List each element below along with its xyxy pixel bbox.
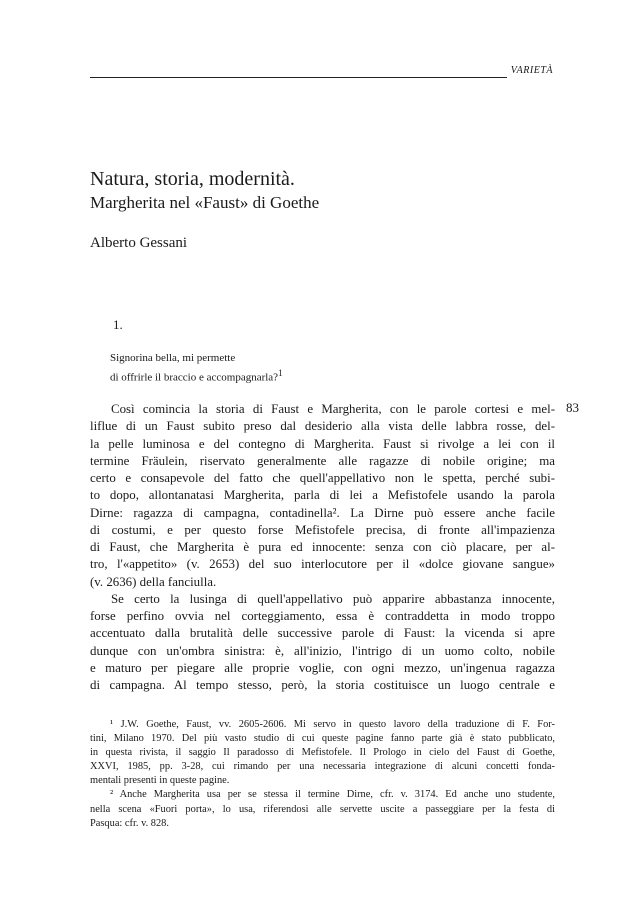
footnote-line: tini, Milano 1970. Del più vasto studio di cui queste pagine fanno parte già è stato pubblicato, <box>90 733 555 745</box>
header-rule <box>90 77 507 78</box>
body-line: tro, l'«appetito» (v. 2653) del suo interlocutore per il «dolce giovane sangue» <box>90 557 555 572</box>
footnote-line: XXVI, 1985, pp. 3-28, cui rimando per una necessaria integrazione di alcuni concetti fonda- <box>90 761 555 773</box>
footnote-line: ² Anche Margherita usa per se stessa il termine Dirne, cfr. v. 3174. Ed anche uno studente, <box>110 789 555 801</box>
body-line: di costumi, e per questo forse Mefistofele precisa, di fronte all'impazienza <box>90 522 555 537</box>
epigraph-line: di offrirle il braccio e accompagnarla?$^1$ <box>110 368 283 384</box>
footnote-ref: 1 <box>278 368 283 378</box>
footnote-line: in questa rivista, il saggio Il paradosso di Mefistofele. Il Prologo in cielo del Faust di Goethe, <box>90 747 555 759</box>
body-line: certo e consapevole del fatto che quell'appellativo non le spetta, perché subi- <box>90 471 555 485</box>
body-line: forse perfino ovvia nel corteggiamento, essa è contraddetta in modo troppo <box>90 609 555 623</box>
body-line: Dirne: ragazza di campagna, contadinella². La Dirne può essere anche facile <box>90 505 555 520</box>
body-line: e maturo per piegare alle proprie voglie, con ogni mezzo, un'ingenua ragazza <box>90 660 555 675</box>
body-line: liflue di un Faust subito preso dal desiderio alla vista delle labbra rosse, del- <box>90 419 555 434</box>
page-number: 83 <box>566 400 579 415</box>
epigraph <box>110 351 410 386</box>
article-author: Alberto Gessani <box>90 235 188 251</box>
section-number: 1. <box>113 317 123 332</box>
footnote-line: ¹ J.W. Goethe, Faust, vv. 2605-2606. Mi servo in questo lavoro della traduzione di F. For- <box>110 719 555 730</box>
footnote-line: mentali presenti in queste pagine. <box>90 775 230 787</box>
body-line: la pelle luminosa e del contegno di Margherita. Faust si rivolge a lei con il <box>90 436 555 451</box>
body-line: di Faust, che Margherita è pura ed innocente: senza con ciò placare, per al- <box>90 540 555 554</box>
article-title: Natura, storia, modernità. <box>90 168 295 190</box>
article-subtitle: Margherita nel «Faust» di Goethe <box>90 193 320 212</box>
body-line: di campagna. Al tempo stesso, però, la storia costituisce un luogo centrale e <box>90 678 555 692</box>
epigraph-line: Signorina bella, mi permette <box>110 352 236 364</box>
body-line: (v. 2636) della fanciulla. <box>90 574 217 589</box>
section-header-tag: VARIETÀ <box>510 65 553 76</box>
body-line: accentuato dalla brutalità delle successive parole di Faust: la vicenda si apre <box>90 626 555 641</box>
body-line: Così comincia la storia di Faust e Margherita, con le parole cortesi e mel- <box>111 402 555 416</box>
footnotes <box>90 718 555 831</box>
footnote-line: nella scena «Fuori porta», lo usa, riferendosi alle servette uscite a passeggiare per la festa di <box>90 803 555 815</box>
body-line: Se certo la lusinga di quell'appellativo può apparire abbastanza innocente, <box>111 591 555 606</box>
footnote-line: Pasqua: cfr. v. 828. <box>90 817 169 829</box>
body-line: termine Fräulein, riservato generalmente alle ragazze di nobile origine; ma <box>90 453 555 468</box>
body-text <box>90 401 555 694</box>
body-line: to dopo, allontanatasi Margherita, parla di lei a Mefistofele usando la parola <box>90 488 555 503</box>
body-line: dunque con un'ombra sinistra: è, all'inizio, l'intrigo di un uomo colto, nobile <box>90 643 555 658</box>
